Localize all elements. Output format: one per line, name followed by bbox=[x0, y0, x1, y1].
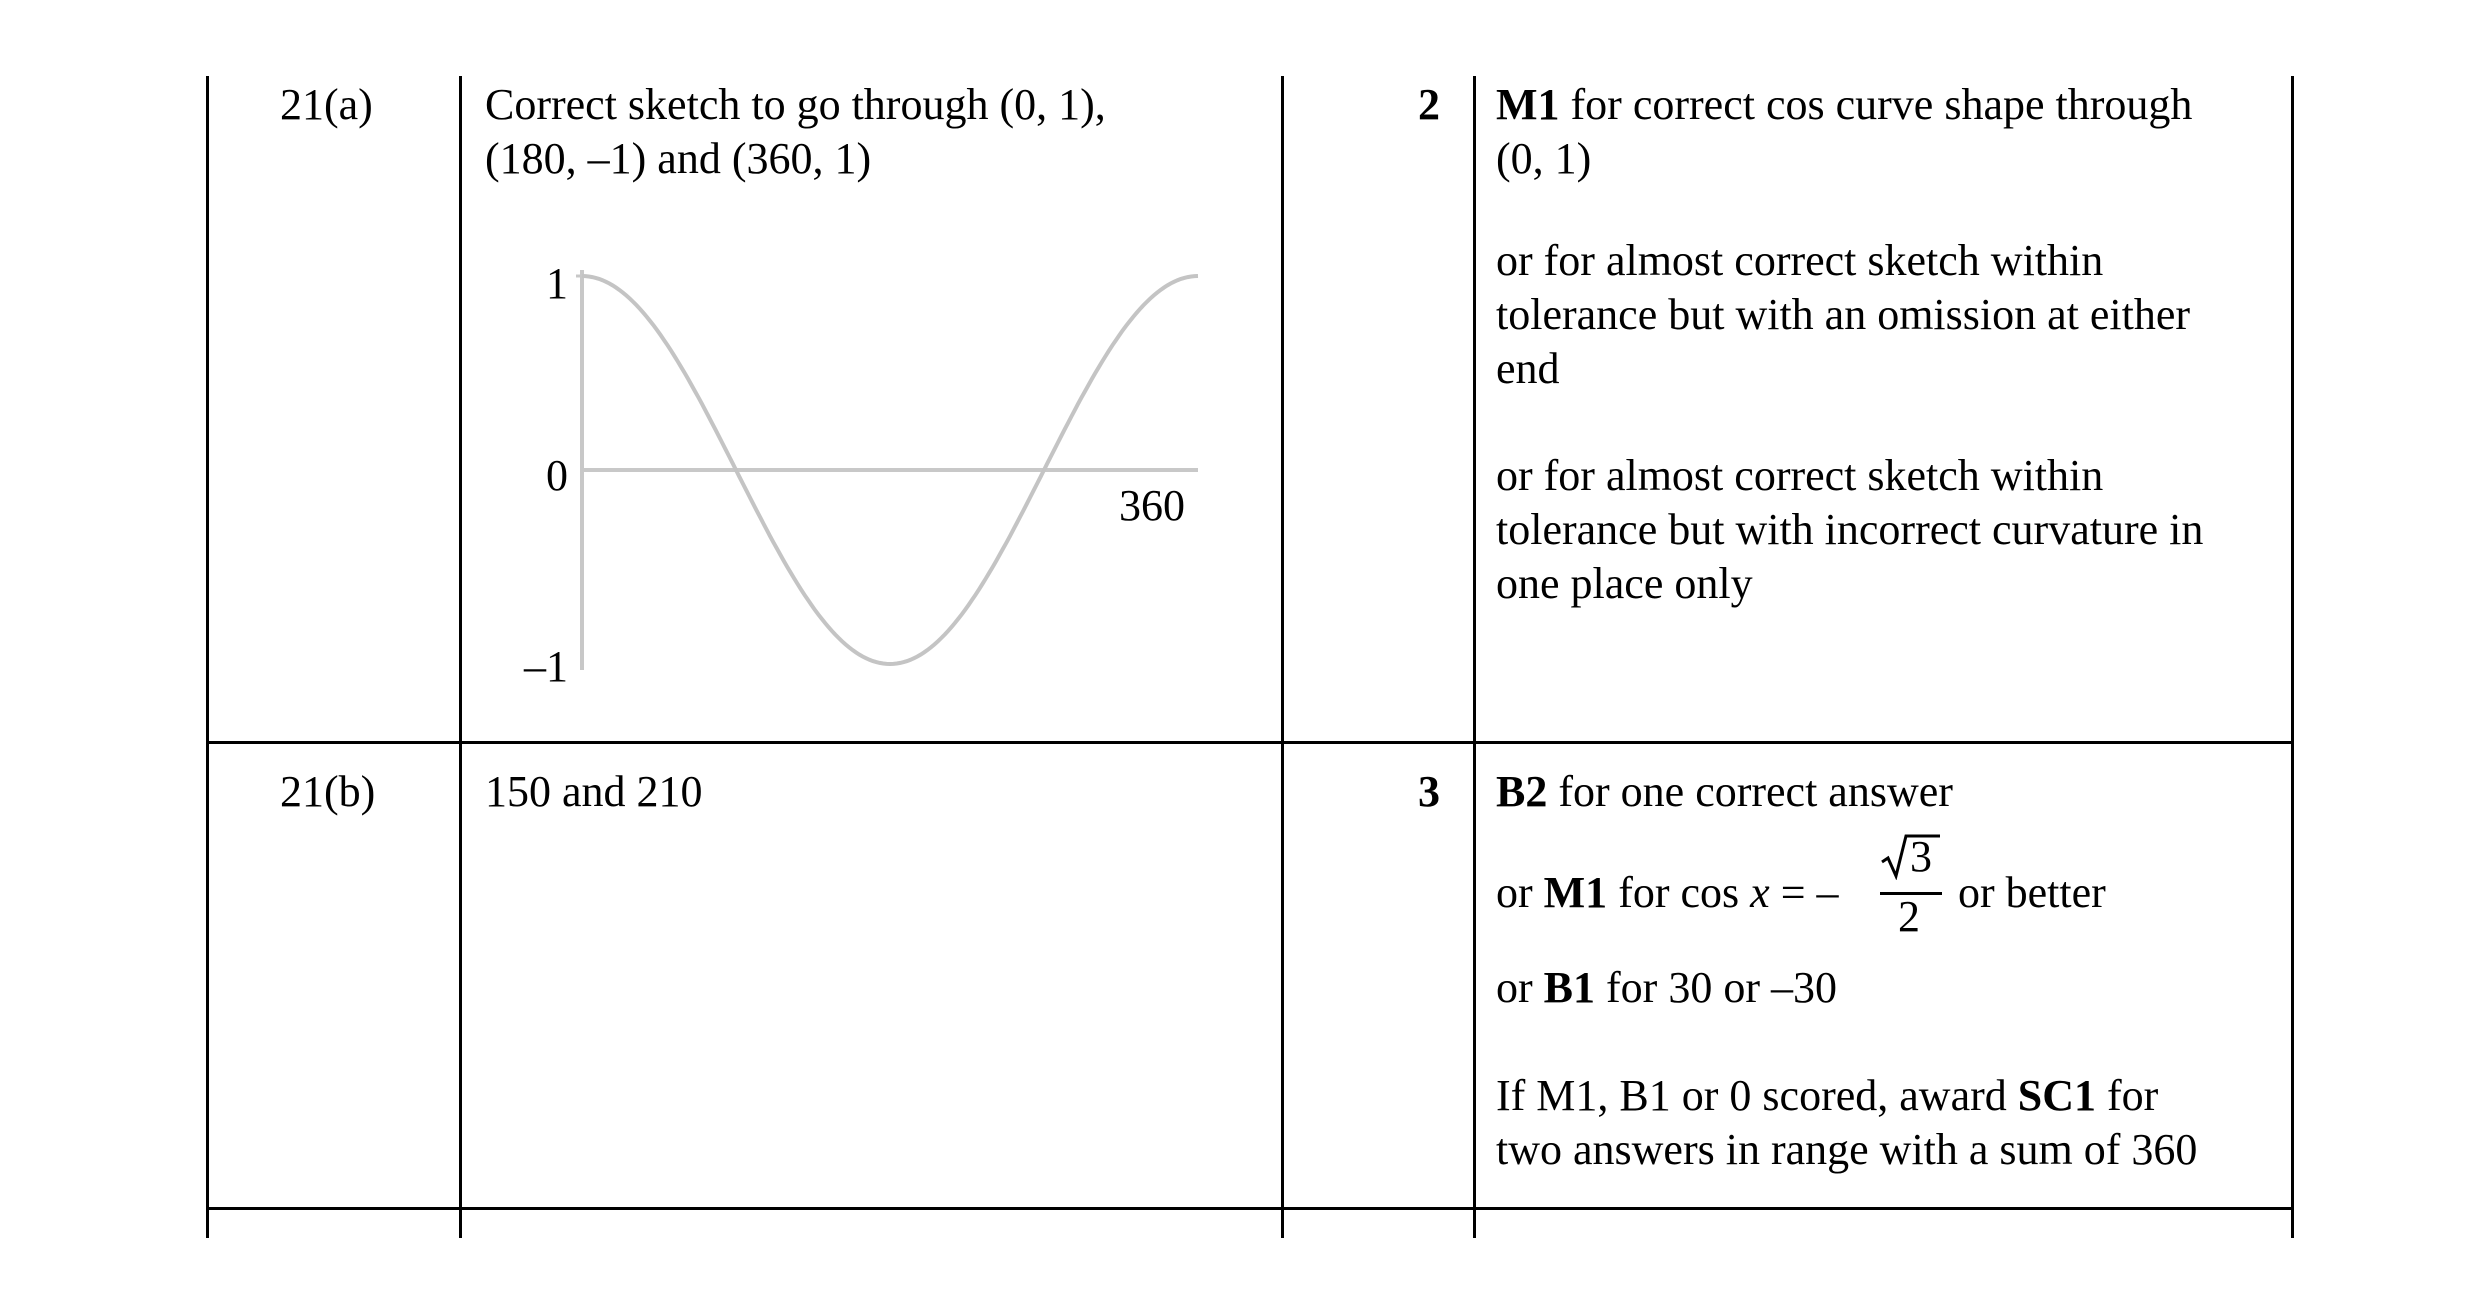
column-divider-marks bbox=[1473, 76, 1476, 1238]
column-divider-question bbox=[459, 76, 462, 1238]
fraction-numerator: 3 bbox=[1910, 832, 1932, 881]
guidance-text: or M1 for cos x = – bbox=[1496, 868, 1839, 917]
table-border-left bbox=[206, 76, 209, 1238]
answer-text: Correct sketch to go through (0, 1), bbox=[485, 80, 1106, 129]
y-label-1: 1 bbox=[546, 259, 568, 308]
x-label-360: 360 bbox=[1119, 481, 1185, 530]
guidance-text: tolerance but with an omission at either bbox=[1496, 290, 2191, 339]
row-divider bbox=[206, 741, 2294, 744]
row-divider bbox=[206, 1207, 2294, 1210]
fraction-denominator: 2 bbox=[1898, 892, 1920, 941]
guidance-text: (0, 1) bbox=[1496, 134, 1592, 183]
cos-curve-sketch bbox=[500, 250, 1260, 710]
column-divider-answer bbox=[1281, 76, 1284, 1238]
y-label-0: 0 bbox=[546, 451, 568, 500]
guidance-text: one place only bbox=[1496, 559, 1753, 608]
y-label-minus-1: –1 bbox=[524, 642, 568, 691]
question-number: 21(b) bbox=[280, 767, 376, 816]
question-number: 21(a) bbox=[280, 80, 373, 129]
guidance-text: or for almost correct sketch within bbox=[1496, 236, 2104, 285]
marks: 3 bbox=[1418, 767, 1440, 816]
guidance-text: two answers in range with a sum of 360 bbox=[1496, 1125, 2198, 1174]
answer-text: 150 and 210 bbox=[485, 767, 703, 816]
guidance-text: M1 for correct cos curve shape through bbox=[1496, 80, 2193, 129]
guidance-text: If M1, B1 or 0 scored, award SC1 for bbox=[1496, 1071, 2159, 1120]
guidance-text: B2 for one correct answer bbox=[1496, 767, 1953, 816]
marks: 2 bbox=[1418, 80, 1440, 129]
guidance-text: or B1 for 30 or –30 bbox=[1496, 963, 1837, 1012]
guidance-text: or for almost correct sketch within bbox=[1496, 451, 2104, 500]
table-border-right bbox=[2291, 76, 2294, 1238]
fraction-root3-over-2 bbox=[1880, 832, 1942, 941]
answer-text: (180, –1) and (360, 1) bbox=[485, 134, 872, 183]
guidance-text: tolerance but with incorrect curvature in bbox=[1496, 505, 2204, 554]
guidance-text: end bbox=[1496, 344, 1560, 393]
guidance-text: or better bbox=[1958, 868, 2106, 917]
